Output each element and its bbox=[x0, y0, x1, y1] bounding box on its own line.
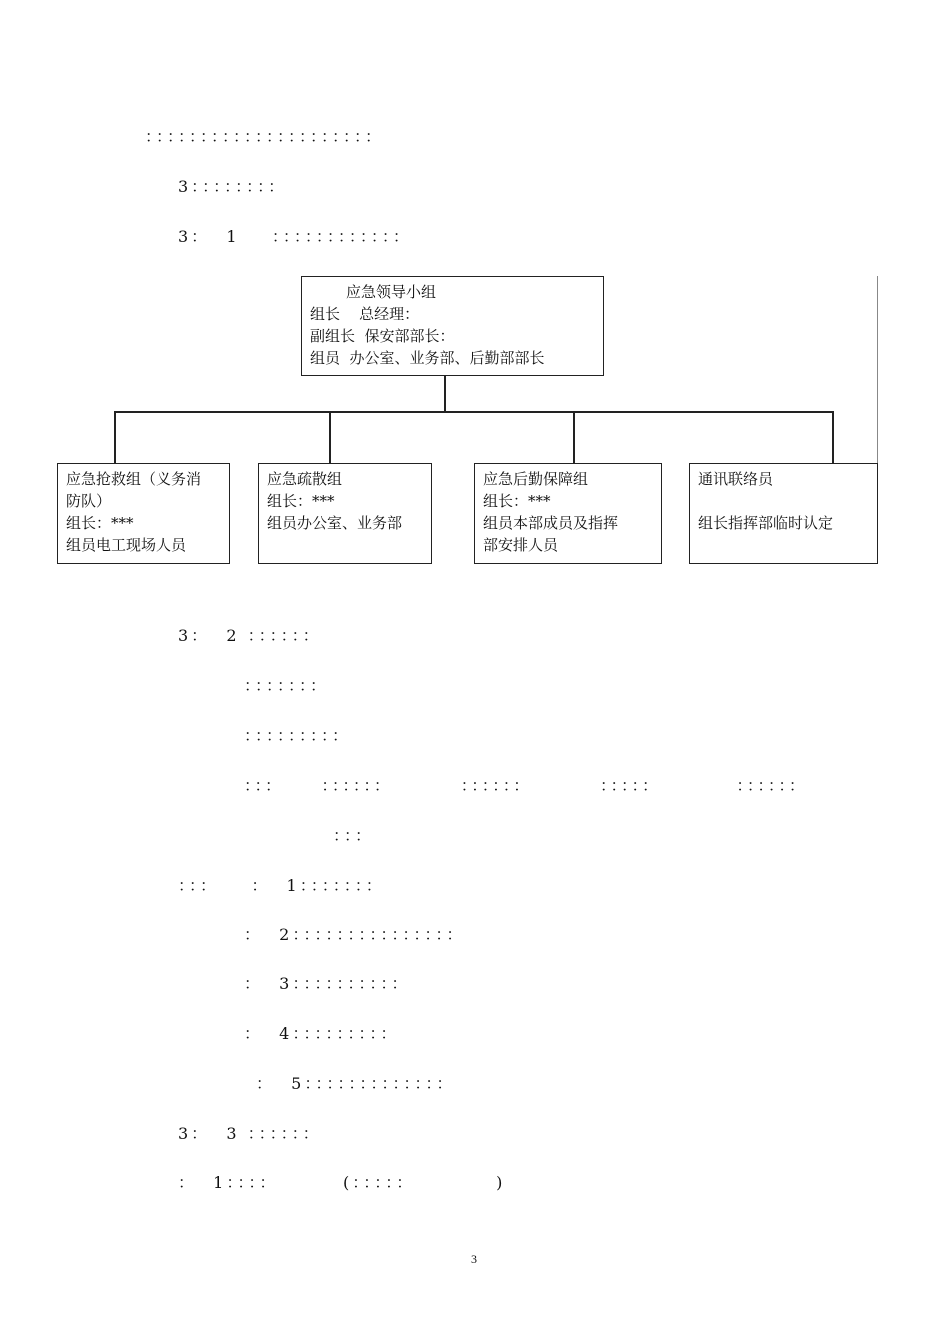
team-line: 组员办公室、业务部 bbox=[267, 514, 403, 532]
section-3-3-heading: 3： 3 ：：：：：： bbox=[178, 1124, 322, 1143]
team-box-evacuation bbox=[258, 463, 432, 564]
team-line: 应急抢救组（义务消 bbox=[66, 470, 202, 488]
team-line: 组员本部成员及指挥 bbox=[483, 514, 619, 532]
text-line-15: ： 1：：：： (：：：：： ) bbox=[178, 1173, 506, 1192]
text-line-12: ： 4：：：：：：：：： bbox=[244, 1024, 400, 1043]
connector-drop-4 bbox=[832, 411, 834, 463]
text-line-6: ：：：：：：：：： bbox=[244, 726, 352, 745]
team-line: 应急疏散组 bbox=[267, 470, 343, 488]
connector-drop-1 bbox=[114, 411, 116, 463]
team-box-logistics bbox=[474, 463, 662, 564]
team-line: 组员电工现场人员 bbox=[66, 536, 187, 554]
connector-vertical-main bbox=[444, 376, 446, 412]
team-line: 组长：*** bbox=[267, 492, 335, 510]
team-box-communication bbox=[689, 463, 878, 564]
leader-title: 应急领导小组 bbox=[346, 283, 437, 301]
team-line: 组长：*** bbox=[66, 514, 134, 532]
team-box-rescue bbox=[57, 463, 230, 564]
team-line: 通讯联络员 bbox=[698, 470, 774, 488]
team-line: 防队） bbox=[66, 492, 112, 510]
page-number: 3 bbox=[471, 1252, 477, 1266]
leader-line-1: 组长 总经理： bbox=[310, 305, 420, 323]
team-line bbox=[698, 490, 869, 512]
team-line: 应急后勤保障组 bbox=[483, 470, 589, 488]
team-line: 部安排人员 bbox=[483, 536, 559, 554]
leader-line-2: 副组长 保安部部长： bbox=[310, 327, 455, 345]
text-line-11: ： 3：：：：：：：：：： bbox=[244, 974, 411, 993]
text-line-9: ：：： ： 1：：：：：：： bbox=[178, 876, 385, 895]
text-line-7: ：：： ：：：：：： ：：：：：： ：：：：： ：：：：：： bbox=[244, 776, 808, 795]
text-line-1: ：：：：：：：：：：：：：：：：：：：：： bbox=[145, 127, 385, 146]
text-line-8: ：：： bbox=[333, 826, 375, 845]
section-3-heading: 3：：：：：：：： bbox=[178, 177, 288, 196]
section-3-1-heading: 3： 1 ：：：：：：：：：：：： bbox=[178, 227, 412, 246]
text-line-5: ：：：：：：： bbox=[244, 676, 330, 695]
leader-box bbox=[301, 276, 604, 376]
team-line: 组长指挥部临时认定 bbox=[698, 514, 834, 532]
text-line-13: ： 5：：：：：：：：：：：：： bbox=[256, 1074, 456, 1093]
edge-line-right bbox=[877, 276, 878, 464]
team-line: 组长：*** bbox=[483, 492, 551, 510]
connector-drop-2 bbox=[329, 411, 331, 463]
connector-horizontal bbox=[114, 411, 834, 413]
connector-drop-3 bbox=[573, 411, 575, 463]
section-3-2-heading: 3： 2 ：：：：：： bbox=[178, 626, 322, 645]
text-line-10: ： 2：：：：：：：：：：：：：：： bbox=[244, 925, 466, 944]
leader-line-3: 组员 办公室、业务部、后勤部部长 bbox=[310, 349, 545, 367]
